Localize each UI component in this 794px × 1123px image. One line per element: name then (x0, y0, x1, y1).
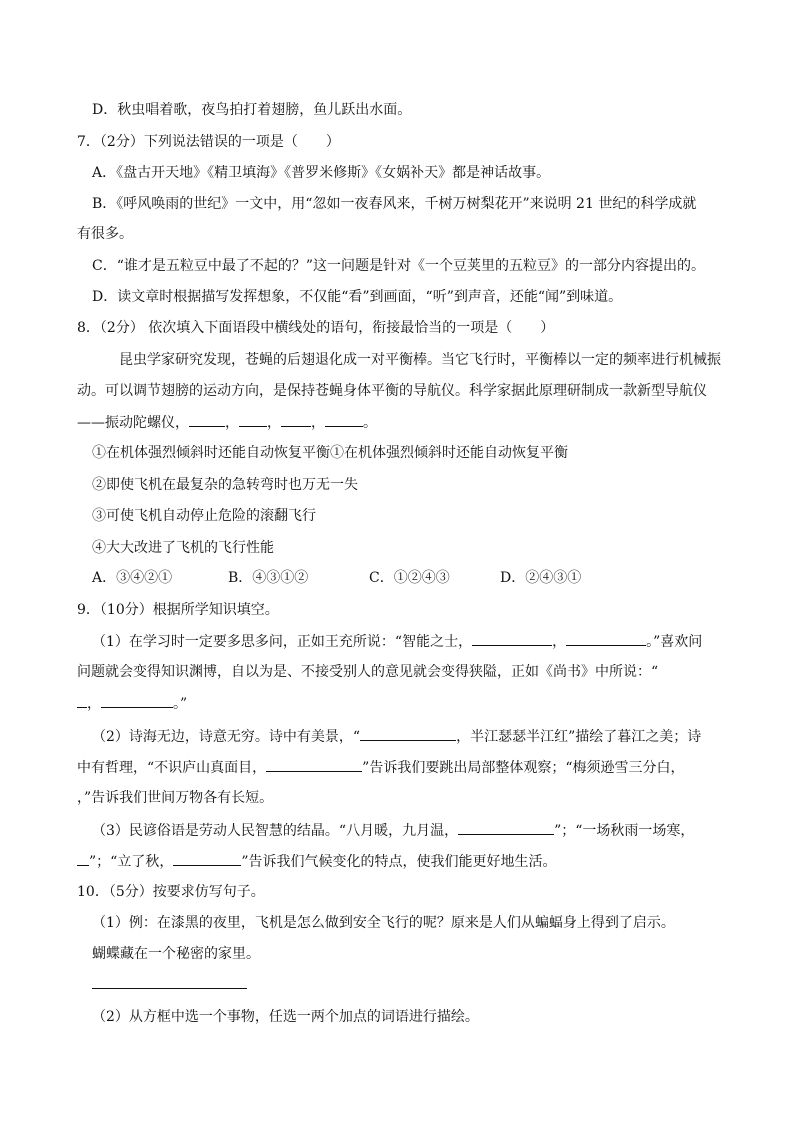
q9-stem: 9．（10分）根据所学知识填空。 (77, 602, 279, 618)
q10-answer-line[interactable] (92, 988, 247, 989)
q10-part2: （2）从方框中选一个事物，任选一两个加点的词语进行描绘。 (92, 1009, 479, 1025)
text: ”；“一场秋雨一场寒， (554, 823, 695, 839)
comma: ， (225, 415, 239, 431)
q8-blank-4[interactable] (325, 412, 363, 427)
q9-part1-line1 (92, 631, 702, 652)
q8-passage-line1: 昆虫学家研究发现，苍蝇的后翅退化成一对平衡棒。当它飞行时，平衡棒以一定的频率进行机械振 (119, 352, 721, 368)
q9-blank-2[interactable] (566, 631, 646, 646)
q9-blank-5[interactable] (360, 726, 456, 741)
text: （2）诗海无边，诗意无穷。诗中有美景，“ (92, 729, 361, 745)
q9-part2-line1 (92, 726, 701, 747)
q8-sentence-3: ③可使飞机自动停止危险的滚翻飞行 (92, 508, 316, 524)
q8-passage-text: ——振动陀螺仪， (77, 415, 189, 431)
q9-part2-line2 (77, 757, 685, 778)
q8-option-d[interactable]: D．②④③① (500, 570, 582, 586)
text: ”；“立了秋， (89, 854, 174, 870)
q9-part3-line1 (92, 820, 694, 841)
q8-sentence-2: ②即使飞机在最复杂的急转弯时也万无一失 (92, 477, 358, 493)
q10-stem: 10．（5分）按要求仿写句子。 (77, 884, 265, 900)
q9-blank-9[interactable] (173, 851, 241, 866)
q7-option-c: C．“谁才是五粒豆中最了不起的？”这一问题是针对《一个豆荚里的五粒豆》的一部分内容提出的。 (92, 258, 706, 274)
q9-part3-line2 (77, 851, 556, 872)
q7-stem: 7．（2分）下列说法错误的一项是（ ） (77, 134, 340, 150)
text: （3）民谚俗语是劳动人民智慧的结晶。“八月暖，九月温， (92, 823, 459, 839)
comma: ， (267, 415, 281, 431)
q9-blank-1[interactable] (472, 631, 552, 646)
q8-option-a[interactable]: A．③④②① (92, 570, 173, 586)
q9-blank-6[interactable] (266, 757, 362, 772)
q8-passage-line2: 动。可以调节翅膀的运动方向，是保持苍蝇身体平衡的导航仪。科学家据此原理研制成一款新型导航仪 (77, 383, 707, 399)
q9-blank-3[interactable] (77, 693, 87, 708)
q10-part1-sentence: 蝴蝶藏在一个秘密的家里。 (92, 946, 260, 962)
q8-option-b[interactable]: B．④③①② (228, 570, 309, 586)
q8-blank-2[interactable] (239, 412, 267, 427)
q9-part1-line3 (77, 693, 187, 714)
q9-blank-8[interactable] (77, 851, 89, 866)
text: （1）在学习时一定要多思多问，正如王充所说：“智能之士， (92, 634, 473, 650)
text: 。” (173, 696, 188, 712)
q8-blank-3[interactable] (281, 412, 311, 427)
text: ”告诉我们要跳出局部整体观察；“梅须逊雪三分白， (362, 760, 685, 776)
q9-blank-4[interactable] (101, 693, 173, 708)
text: 。”喜欢问 (646, 634, 703, 650)
comma: ， (87, 696, 101, 712)
q7-option-a: A．《盘古开天地》《精卫填海》《普罗米修斯》《女娲补天》都是神话故事。 (92, 165, 551, 181)
q8-blank-1[interactable] (189, 412, 225, 427)
text: 中有哲理，“不识庐山真面目， (77, 760, 267, 776)
q8-option-c[interactable]: C．①②④③ (369, 570, 450, 586)
q9-blank-7[interactable] (458, 820, 554, 835)
q7-option-b-line2: 有很多。 (77, 226, 133, 242)
q8-stem: 8．（2分） 依次填入下面语段中横线处的语句，衔接最恰当的一项是（ ） (77, 320, 555, 336)
q7-option-b-line1: B．《呼风唤雨的世纪》一文中，用“忽如一夜春风来，千树万树梨花开”来说明 21 世纪的科学成就 (92, 196, 697, 212)
text: ，半江瑟瑟半江红”描绘了暮江之美；诗 (456, 729, 702, 745)
q8-sentence-1: ①在机体强烈倾斜时还能自动恢复平衡①在机体强烈倾斜时还能自动恢复平衡 (92, 445, 568, 461)
q8-sentence-4: ④大大改进了飞机的飞行性能 (92, 540, 274, 556)
period: 。 (363, 415, 377, 431)
q6-option-d: D．秋虫唱着歌，夜鸟拍打着翅膀，鱼儿跃出水面。 (92, 102, 412, 118)
q8-passage-line3 (77, 412, 377, 433)
comma: ， (552, 634, 567, 650)
q9-part2-line3: ，”告诉我们世间万物各有长短。 (77, 790, 274, 806)
q7-option-d: D．读文章时根据描写发挥想象，不仅能“看”到画面，“听”到声音，还能“闻”到味道。 (92, 289, 623, 305)
comma: ， (311, 415, 325, 431)
q10-part1-example: （1）例：在漆黑的夜里，飞机是怎么做到安全飞行的呢？原来是人们从蝙蝠身上得到了启示。 (92, 915, 675, 931)
q9-part1-line2: 问题就会变得知识渊博，自以为是、不接受别人的意见就会变得狭隘，正如《尚书》中所说：“ (77, 664, 659, 680)
text: ”告诉我们气候变化的特点，使我们能更好地生活。 (241, 854, 557, 870)
